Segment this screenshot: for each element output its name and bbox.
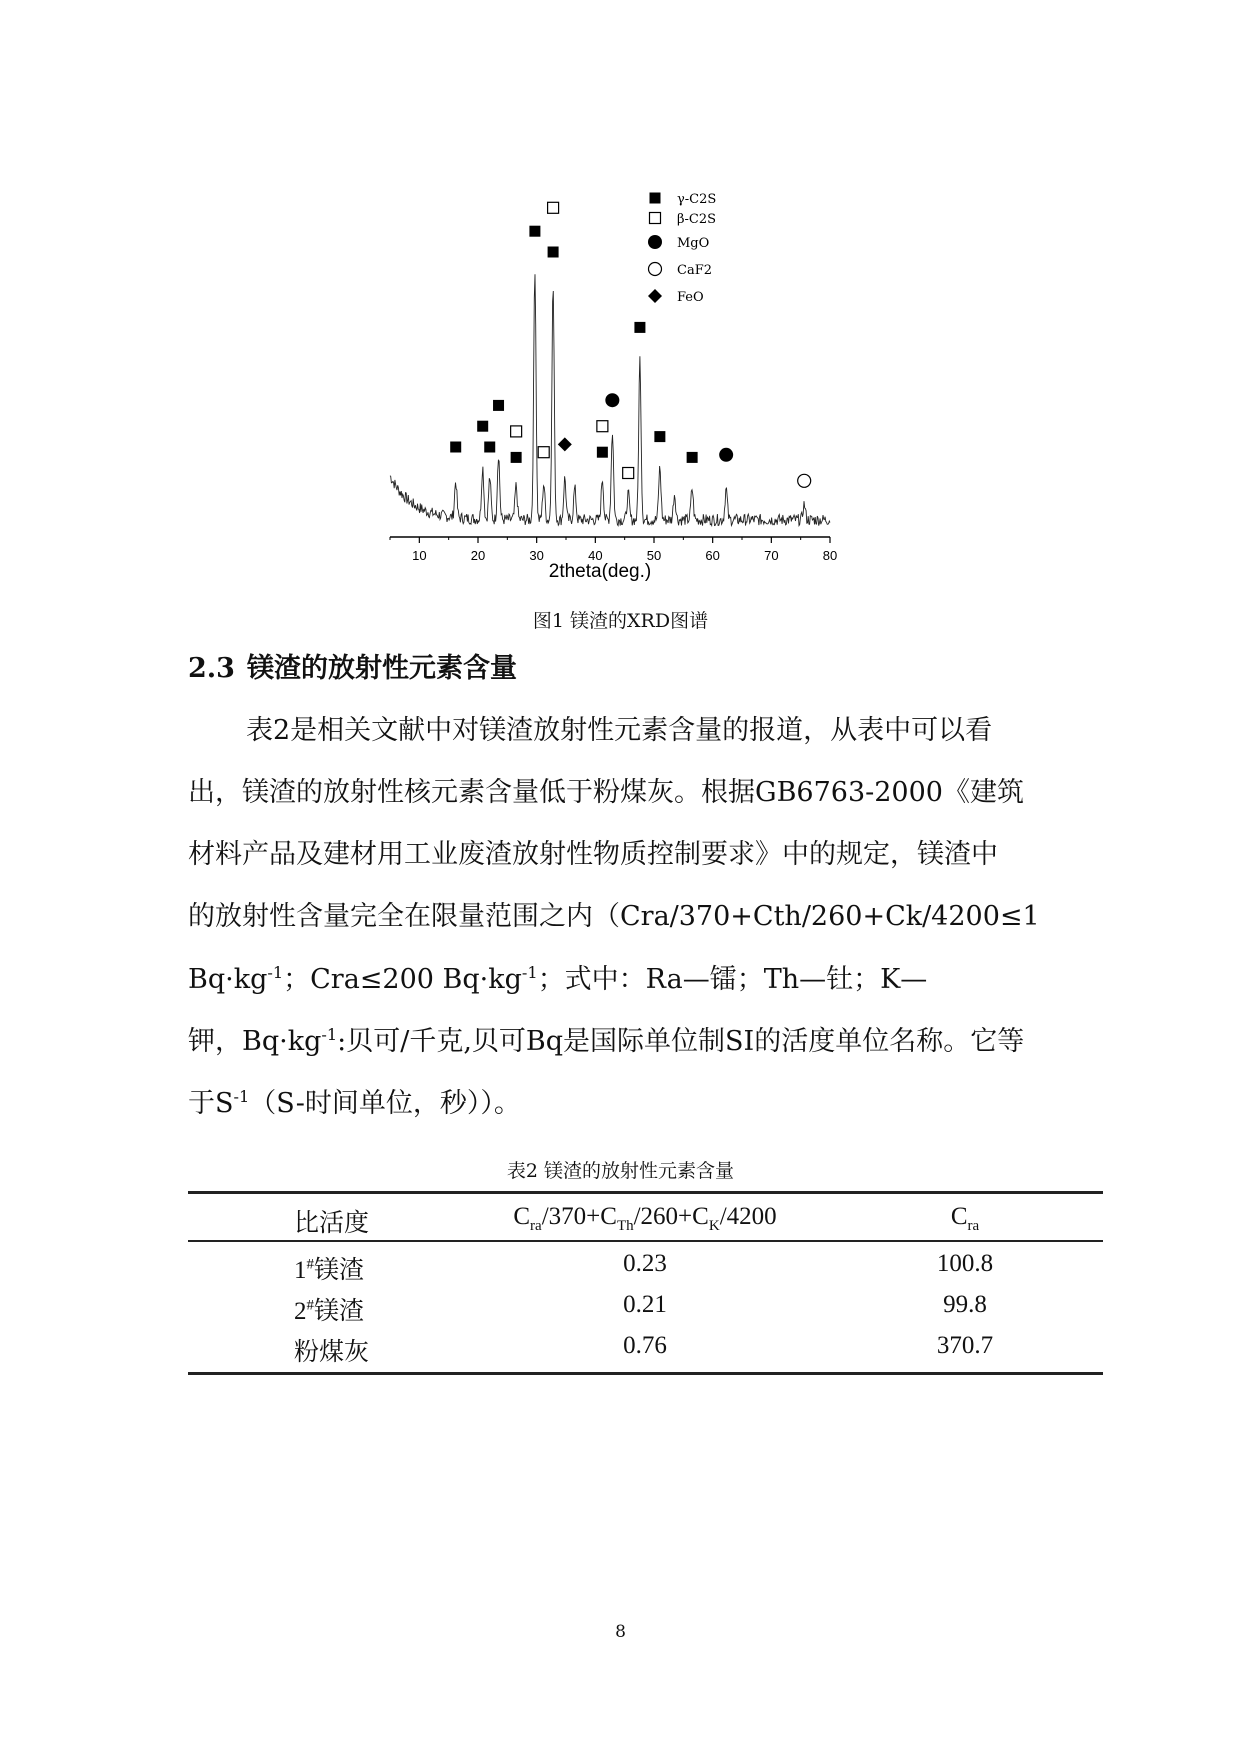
text-run: :贝可/千克,贝可Bq是国际单位制SI的活度单位名称。它等 (337, 1026, 1025, 1057)
table-cell: 0.21 (623, 1291, 667, 1318)
table-row-name (294, 1291, 364, 1327)
table-cell: 100.8 (936, 1250, 994, 1277)
phase-marker-filled-square (597, 447, 608, 458)
paragraph-line: 表2是相关文献中对镁渣放射性元素含量的报道，从表中可以看 (246, 715, 993, 746)
table-cell: 0.76 (623, 1332, 667, 1359)
table-caption: 表2 镁渣的放射性元素含量 (506, 1160, 735, 1182)
subscript: ra (967, 1218, 980, 1234)
superscript: -1 (267, 963, 284, 982)
superscript: -1 (233, 1087, 250, 1106)
phase-marker-filled-square (548, 247, 559, 258)
x-axis-label: 2theta(deg.) (548, 561, 652, 582)
phase-marker-filled-circle (605, 393, 619, 407)
text-run: （S-时间单位，秒））。 (249, 1088, 521, 1119)
superscript: # (306, 1256, 314, 1273)
phase-marker-filled-square (484, 442, 495, 453)
legend-label: MgO (677, 236, 710, 251)
legend-label: CaF2 (677, 263, 712, 278)
header-text: /260+C (633, 1203, 709, 1230)
table-top-rule (188, 1191, 1103, 1194)
subscript: ra (530, 1218, 542, 1234)
text-run: ；Cra≤200 Bq·kg (283, 964, 522, 995)
text-run: 于S (188, 1088, 234, 1119)
phase-marker-filled-square (529, 226, 540, 237)
paragraph-line (188, 965, 1068, 993)
phase-marker-open-square (597, 421, 608, 432)
paragraph-line: 出，镁渣的放射性核元素含量低于粉煤灰。根据GB6763-2000《建筑 (188, 777, 1024, 808)
header-text: C (513, 1203, 531, 1230)
paragraph-line: 的放射性含量完全在限量范围之内（Cra/370+Cth/260+Ck/4200≤1 (188, 901, 1040, 932)
table-bottom-rule (188, 1372, 1103, 1375)
paragraph-line (188, 1027, 1068, 1055)
legend-marker-open-square (650, 213, 661, 224)
superscript: -1 (321, 1025, 338, 1044)
phase-marker-open-square (511, 426, 522, 437)
section-heading (188, 646, 517, 685)
phase-marker-open-square (623, 468, 634, 479)
cell-text: 镁渣 (314, 1298, 365, 1325)
table-header-col3 (910, 1203, 1020, 1235)
text-run: 钾，Bq·kg (188, 1026, 322, 1057)
phase-marker-filled-square (634, 322, 645, 333)
x-tick-label: 50 (646, 548, 662, 563)
table-row-name (294, 1332, 369, 1368)
phase-marker-filled-square (450, 442, 461, 453)
x-tick-label: 10 (412, 548, 427, 563)
paragraph-line: 材料产品及建材用工业废渣放射性物质控制要求》中的规定，镁渣中 (188, 839, 998, 870)
text-run: Bq·kg (188, 964, 268, 995)
section-number: 2.3 (188, 653, 235, 684)
legend-marker-open-circle (649, 263, 662, 276)
phase-marker-filled-square (654, 431, 665, 442)
legend-label: γ-C2S (677, 192, 717, 207)
table-header-rule (188, 1240, 1103, 1242)
section-title: 镁渣的放射性元素含量 (246, 653, 517, 684)
table-cell: 99.8 (943, 1291, 987, 1318)
phase-marker-filled-square (687, 452, 698, 463)
paragraph-line (188, 1089, 1068, 1117)
x-tick-label: 40 (588, 548, 603, 563)
figure-caption: 图1 镁渣的XRD图谱 (532, 610, 709, 632)
x-tick-label: 30 (529, 548, 544, 563)
cell-text: 1 (294, 1257, 307, 1284)
x-tick-label: 60 (705, 548, 720, 563)
x-tick-label: 80 (822, 548, 838, 563)
table-cell: 370.7 (936, 1332, 994, 1359)
table-header-col1: 比活度 (294, 1210, 370, 1237)
superscript: # (306, 1297, 314, 1314)
phase-marker-filled-circle (719, 448, 733, 462)
text-run: ；式中：Ra—镭；Th—钍；K— (537, 964, 928, 995)
phase-marker-filled-diamond (558, 437, 572, 451)
phase-marker-open-square (548, 202, 559, 213)
subscript: K (708, 1218, 720, 1234)
table-cell: 0.23 (623, 1250, 667, 1277)
table-row-name (294, 1250, 364, 1286)
phase-marker-open-circle (798, 474, 811, 487)
header-text: /370+C (541, 1203, 617, 1230)
header-text: C (950, 1203, 968, 1230)
phase-marker-filled-square (493, 400, 504, 411)
legend-marker-filled-circle (648, 235, 662, 249)
header-text: /4200 (719, 1203, 777, 1230)
legend-label: FeO (677, 290, 704, 305)
cell-text: 镁渣 (314, 1257, 365, 1284)
legend (648, 192, 716, 305)
subscript: Th (616, 1218, 634, 1234)
table-header-col2 (450, 1203, 840, 1235)
legend-label: β-C2S (677, 212, 717, 227)
cell-text: 粉煤灰 (294, 1339, 370, 1366)
legend-marker-filled-diamond (648, 289, 662, 303)
x-tick-label: 70 (764, 548, 779, 563)
x-tick-label: 20 (470, 548, 486, 563)
phase-marker-filled-square (511, 452, 522, 463)
cell-text: 2 (294, 1298, 307, 1325)
phase-marker-filled-square (477, 421, 488, 432)
xrd-chart (370, 180, 890, 600)
page-number: 8 (615, 1622, 626, 1642)
superscript: -1 (521, 963, 538, 982)
phase-marker-open-square (538, 447, 549, 458)
legend-marker-filled-square (650, 193, 661, 204)
plot-marks (390, 202, 837, 563)
